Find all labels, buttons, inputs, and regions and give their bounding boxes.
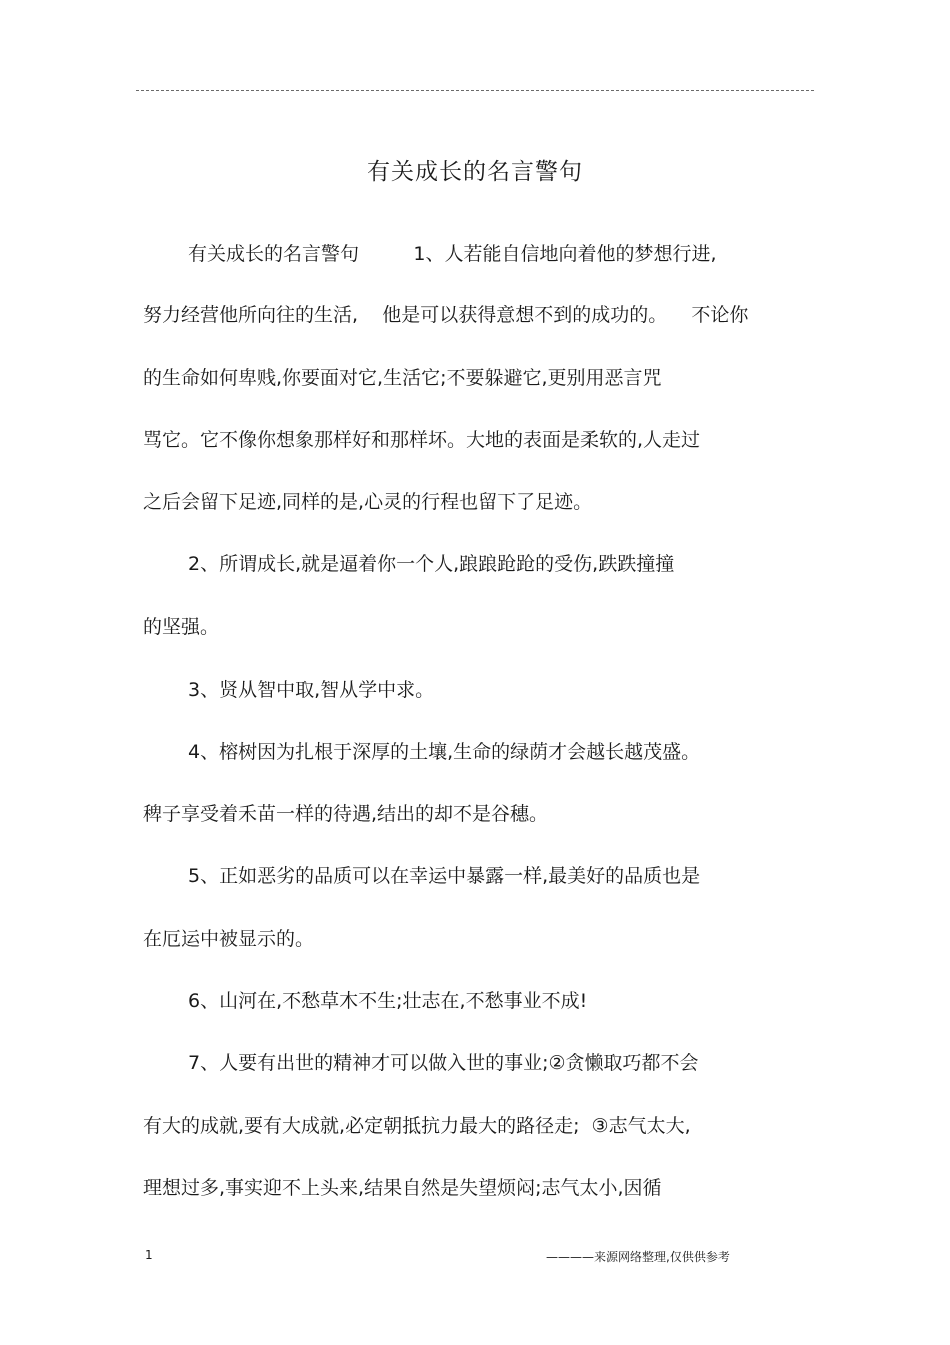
paragraph-line: 2、所谓成长,就是逼着你一个人,踉踉跄跄的受伤,跌跌撞撞 bbox=[188, 553, 675, 575]
header-divider bbox=[136, 90, 814, 91]
paragraph-line: 7、人要有出世的精神才可以做入世的事业;②贪懒取巧都不会 bbox=[188, 1052, 699, 1074]
paragraph-line: 的坚强。 bbox=[143, 616, 220, 638]
paragraph-line: 3、贤从智中取,智从学中求。 bbox=[188, 679, 435, 701]
paragraph-line: 在厄运中被显示的。 bbox=[143, 928, 315, 950]
page-number: 1 bbox=[145, 1248, 153, 1262]
paragraph-line: 有大的成就,要有大成就,必定朝抵抗力最大的路径走; ③志气太大, bbox=[143, 1115, 691, 1137]
document-title: 有关成长的名言警句 bbox=[367, 159, 583, 185]
footer-note: ————来源网络整理,仅供供参考 bbox=[546, 1250, 730, 1264]
paragraph-line: 5、正如恶劣的品质可以在幸运中暴露一样,最美好的品质也是 bbox=[188, 865, 701, 887]
paragraph-line: 理想过多,事实迎不上头来,结果自然是失望烦闷;志气太小,因循 bbox=[143, 1177, 662, 1199]
paragraph-line: 稗子享受着禾苗一样的待遇,结出的却不是谷穗。 bbox=[143, 803, 549, 825]
paragraph-line: 的生命如何卑贱,你要面对它,生活它;不要躲避它,更别用恶言咒 bbox=[143, 367, 662, 389]
paragraph-line: 4、榕树因为扎根于深厚的土壤,生命的绿荫才会越长越茂盛。 bbox=[188, 741, 701, 763]
paragraph-line: 有关成长的名言警句 1、人若能自信地向着他的梦想行进, bbox=[188, 243, 717, 265]
paragraph-line: 6、山河在,不愁草木不生;壮志在,不愁事业不成! bbox=[188, 990, 588, 1012]
paragraph-line: 努力经营他所向往的生活, 他是可以获得意想不到的成功的。 不论你 bbox=[143, 304, 749, 326]
paragraph-line: 之后会留下足迹,同样的是,心灵的行程也留下了足迹。 bbox=[143, 491, 593, 513]
paragraph-line: 骂它。它不像你想象那样好和那样坏。大地的表面是柔软的,人走过 bbox=[143, 429, 701, 451]
